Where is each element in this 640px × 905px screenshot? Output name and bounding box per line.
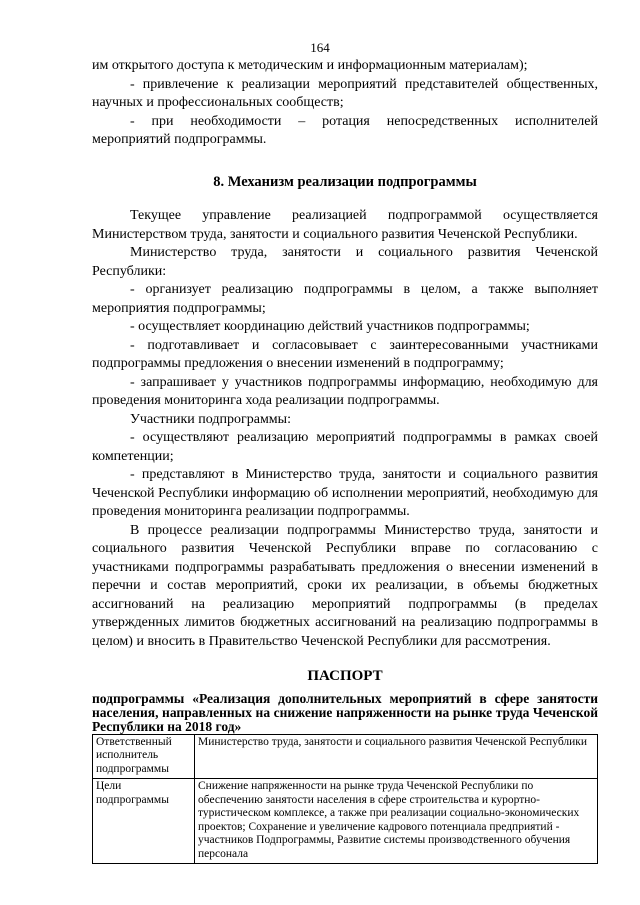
paragraph: - запрашивает у участников подпрограммы информацию, необходимую для проведения мониторинга хода реализации подпрограммы. <box>92 374 598 408</box>
paragraph: - представляют в Министерство труда, занятости и социального развития Чеченской Республики информацию об исполнении мероприятий, необходимую для проведения мониторинга реализации подпрограммы. <box>92 467 598 519</box>
section-heading: 8. Механизм реализации подпрограммы <box>213 173 477 190</box>
paragraph: им открытого доступа к методическим и информационным материалам); <box>92 58 528 73</box>
paragraph: Текущее управление реализацией подпрограммой осуществляется Министерством труда, занятости и социального развития Чеченской Республики. <box>92 208 598 242</box>
paragraph: - организует реализацию подпрограммы в целом, а также выполняет мероприятия подпрограммы; <box>92 282 598 316</box>
paragraph: - при необходимости – ротация непосредственных исполнителей мероприятий подпрограммы. <box>92 113 598 147</box>
page-number: 164 <box>310 40 330 55</box>
paragraph: - осуществляет координацию действий участников подпрограммы; <box>130 319 530 334</box>
paragraph: - осуществляют реализацию мероприятий подпрограммы в рамках своей компетенции; <box>92 430 598 464</box>
passport-table <box>92 734 598 865</box>
paragraph: Участники подпрограммы: <box>130 411 291 427</box>
paragraph: Министерство труда, занятости и социального развития Чеченской Республики: <box>92 245 598 279</box>
table-cell-label: Цели подпрограммы <box>93 779 195 864</box>
table-row <box>93 734 598 779</box>
table-row <box>93 779 598 864</box>
document-body <box>92 57 598 864</box>
paragraph: - подготавливает и согласовывает с заинтересованными участниками подпрограммы предложения о внесении изменений в подпрограмму; <box>92 337 598 371</box>
table-cell-value: Снижение напряженности на рынке труда Чеченской Республики по обеспечению занятости населения в сфере строительства и курортно-туристическом комплексе, а также при реализации социально-экономических проектов; Сохранение и увеличение кадрового потенциала предприятий - участников Подпрограммы, Развитие системы производственного обучения персонала <box>195 779 598 864</box>
table-cell-value: Министерство труда, занятости и социального развития Чеченской Республики <box>195 734 598 779</box>
table-cell-label: Ответственный исполнитель подпрограммы <box>93 734 195 779</box>
passport-subtitle: подпрограммы «Реализация дополнительных мероприятий в сфере занятости населения, направленных на снижение напряженности на рынке труда Чеченской Республики на 2018 год» <box>92 690 598 734</box>
passport-title: ПАСПОРТ <box>307 668 383 684</box>
paragraph: - привлечение к реализации мероприятий представителей общественных, научных и профессиональных сообществ; <box>92 76 598 110</box>
paragraph: В процессе реализации подпрограммы Министерство труда, занятости и социального развития Чеченской Республики вправе по согласованию с участниками подпрограммы разрабатывать предложения о внесении изменений в перечни и состав мероприятий, сроки их реализации, в объемы бюджетных ассигнований на реализацию мероприятий подпрограммы (в пределах утвержденных лимитов бюджетных ассигнований на реализацию подпрограммы в целом) и вносить в Правительство Чеченской Республики для рассмотрения. <box>92 522 598 649</box>
